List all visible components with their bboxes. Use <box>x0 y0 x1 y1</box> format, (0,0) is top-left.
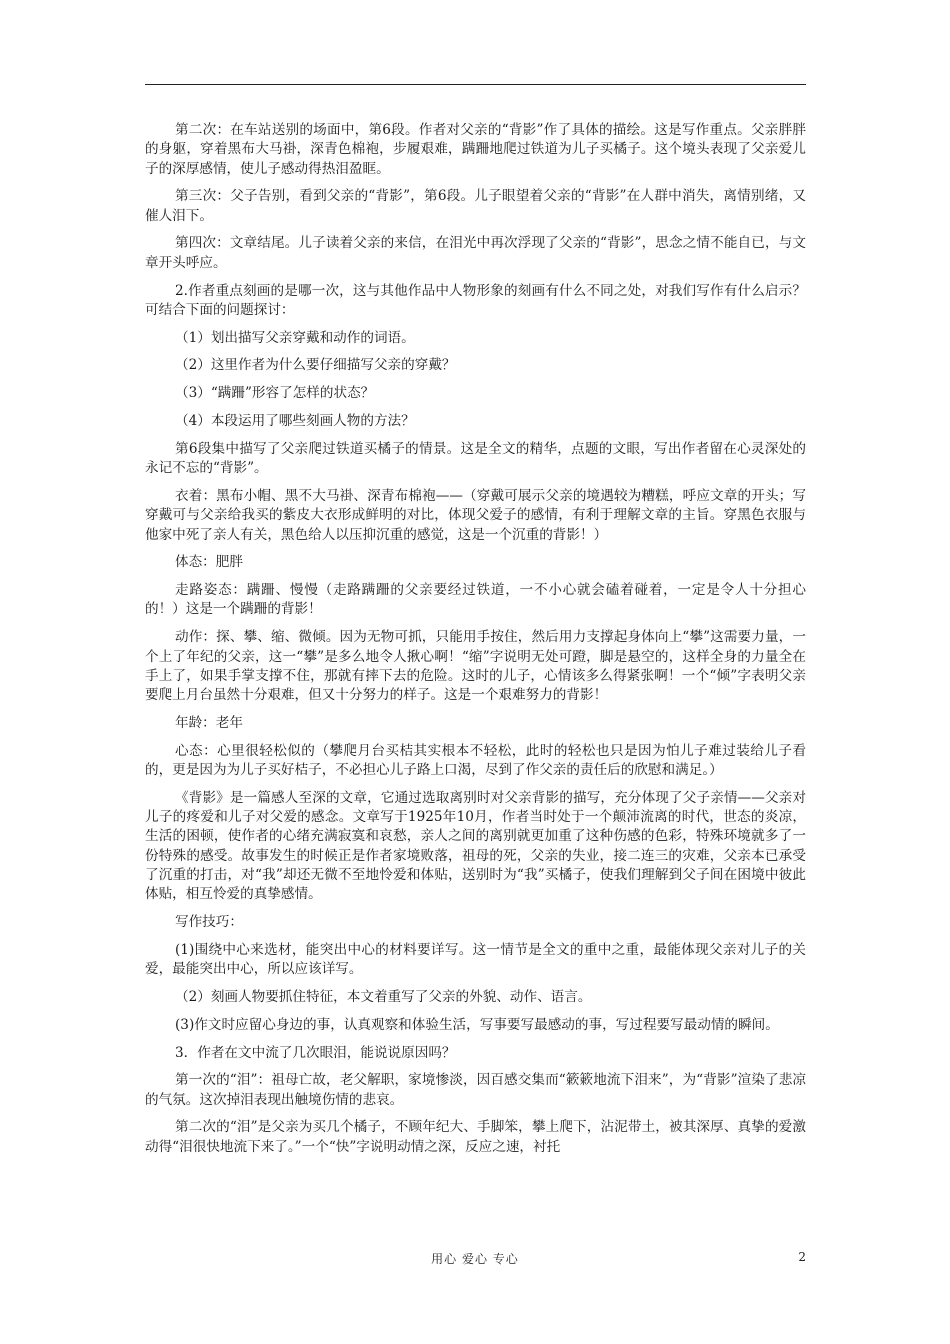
section-label: 写作技巧： <box>175 914 243 931</box>
paragraph: 第二次的“泪”是父亲为买几个橘子，不顾年纪大、手脚笨，攀上爬下，沾泥带土，被其深厚、真挚的爱激动得“泪很快地流下来了。”一个“快”字说明动情之深，反应之速，衬托 <box>145 1119 806 1155</box>
paragraph: 年龄：老年 <box>175 714 243 731</box>
list-item: （2）刻画人物要抓住特征，本文着重写了父亲的外貌、动作、语言。 <box>175 988 592 1005</box>
paragraph: 第一次的“泪”：祖母亡故，老父解职，家境惨淡，因百感交集而“簌簌地流下泪来”，为“背影”渲染了悲凉的气氛。这次掉泪表现出触境伤情的悲哀。 <box>145 1072 806 1108</box>
paragraph: 第四次：文章结尾。儿子读着父亲的来信，在泪光中再次浮现了父亲的“背影”，思念之情不能自已，与文章开头呼应。 <box>145 235 806 271</box>
question-heading: 3．作者在文中流了几次眼泪，能说说原因吗？ <box>175 1044 456 1061</box>
paragraph: 第二次：在车站送别的场面中，第6段。作者对父亲的“背影”作了具体的描绘。这是写作重点。父亲胖胖的身躯，穿着黑布大马褂，深青色棉袍，步履艰难，蹒跚地爬过铁道为儿子买橘子。这个境头表现了父亲爱儿子的深厚感情，使儿子感动得热泪盈眶。 <box>145 122 806 177</box>
sub-question: （4）本段运用了哪些刻画人物的方法？ <box>175 413 415 430</box>
sub-question: （1）划出描写父亲穿戴和动作的词语。 <box>175 329 415 346</box>
paragraph: 心态：心里很轻松似的（攀爬月台买桔其实根本不轻松，此时的轻松也只是因为怕儿子难过装给儿子看的，更是因为为儿子买好桔子，不必担心儿子路上口渴，尽到了作父亲的责任后的欣慰和满足。） <box>145 742 806 779</box>
header-rule <box>145 84 806 85</box>
list-item: (1)围绕中心来选材，能突出中心的材料要详写。这一情节是全文的重中之重，最能体现父亲对儿子的关爱，最能突出中心，所以应该详写。 <box>145 941 806 978</box>
paragraph: 第6段集中描写了父亲爬过铁道买橘子的情景。这是全文的精华，点题的文眼，写出作者留在心灵深处的永记不忘的“背影”。 <box>145 440 806 477</box>
sub-question: （2）这里作者为什么要仔细描写父亲的穿戴？ <box>175 357 456 374</box>
question-heading: 2.作者重点刻画的是哪一次，这与其他作品中人物形象的刻画有什么不同之处，对我们写作有什么启示？可结合下面的问题探讨： <box>145 282 806 318</box>
paragraph: 第三次：父子告别，看到父亲的“背影”，第6段。儿子眼望着父亲的“背影”在人群中消失，离情别绪，又催人泪下。 <box>145 188 806 224</box>
paragraph: 体态：肥胖 <box>175 554 243 571</box>
page-number: 2 <box>798 1250 806 1264</box>
paragraph: 动作：探、攀、缩、微倾。因为无物可抓，只能用手按住，然后用力支撑起身体向上“攀”这需要力量，一个上了年纪的父亲，这一“攀”是多么地令人揪心啊！“缩”字说明无处可蹬，脚是悬空的，这样全身的力量全在手上了，如果手掌支撑不住，那就有摔下去的危险。这时的儿子，心情该多么得紧张啊！一个“倾”字表明父亲要爬上月台虽然十分艰难，但又十分努力的样子。这是一个艰难努力的背影！ <box>145 629 806 704</box>
sub-question: （3）“蹒跚”形容了怎样的状态？ <box>175 385 375 402</box>
paragraph: 衣着：黑布小帽、黑不大马褂、深青布棉袍——（穿戴可展示父亲的境遇较为糟糕，呼应文章的开头；写穿戴可与父亲给我买的紫皮大衣形成鲜明的对比，体现父爱子的感情，有利于理解文章的主旨。穿黑色衣服与他家中死了亲人有关，黑色给人以压抑沉重的感觉，这是一个沉重的背影！） <box>145 487 806 543</box>
footer-motto: 用心 爱心 专心 <box>431 1252 519 1266</box>
paragraph: 走路姿态：蹒跚、慢慢（走路蹒跚的父亲要经过铁道，一不小心就会磕着碰着，一定是令人十分担心的！）这是一个蹒跚的背影！ <box>145 582 806 618</box>
list-item: (3)作文时应留心身边的事，认真观察和体验生活，写事要写最感动的事，写过程要写最动情的瞬间。 <box>175 1016 779 1033</box>
paragraph: 《背影》是一篇感人至深的文章，它通过选取离别时对父亲背影的描写，充分体现了父子亲情——父亲对儿子的疼爱和儿子对父爱的感念。文章写于1925年10月，作者当时处于一个颠沛流离的时代，世态的炎凉，生活的困顿，使作者的心绪充满寂寞和哀愁，亲人之间的离别就更加重了这种伤感的色彩，特殊环境就多了一份特殊的感受。故事发生的时候正是作者家境败落，祖母的死，父亲的失业，接二连三的灾难，父亲本已承受了沉重的打击，对“我”却还无微不至地怜爱和体贴，送别时为“我”买橘子，使我们理解到父子间在困境中彼此体贴，相互怜爱的真挚感情。 <box>145 789 806 903</box>
document-body <box>145 121 806 1166</box>
